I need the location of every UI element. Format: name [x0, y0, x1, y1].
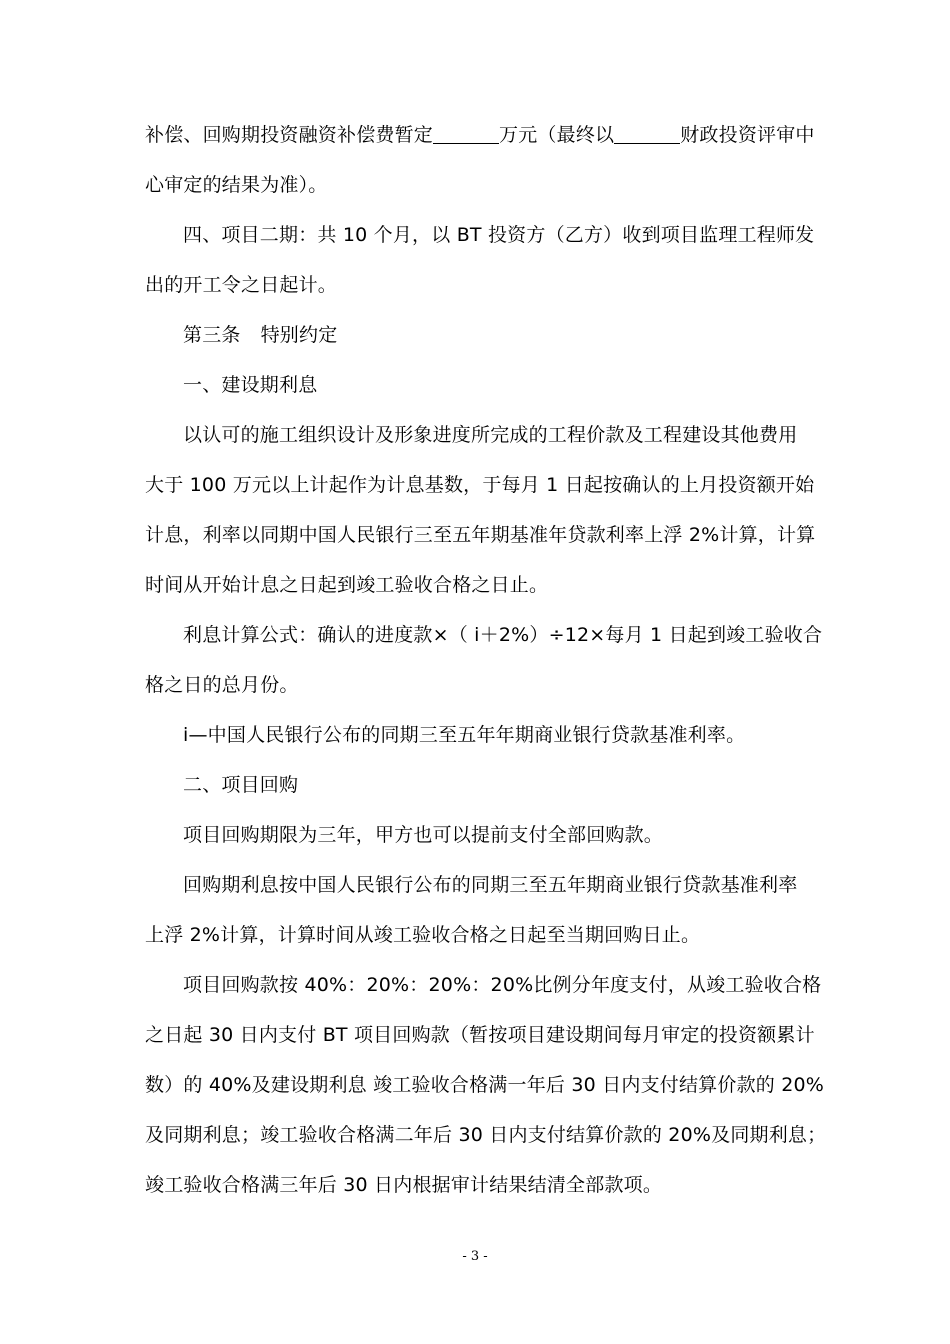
text-line: 上浮 2%计算，计算时间从竣工验收合格之日起至当期回购日止。: [145, 924, 701, 946]
blank-underline: [433, 125, 499, 144]
section-heading: 一、建设期利息: [183, 374, 318, 396]
text-line: 出的开工令之日起计。: [145, 274, 338, 296]
text-line: 计息，利率以同期中国人民银行三至五年期基准年贷款利率上浮 2%计算，计算: [145, 524, 816, 546]
page-number: - 3 -: [462, 1249, 488, 1264]
text-line: 数）的 40%及建设期利息 竣工验收合格满一年后 30 日内支付结算价款的 20%: [145, 1074, 825, 1096]
text-line: 回购期利息按中国人民银行公布的同期三至五年期商业银行贷款基准利率: [183, 874, 798, 896]
article-heading: [183, 322, 337, 348]
text-line: 格之日的总月份。: [145, 674, 299, 696]
text-line: 之日起 30 日内支付 BT 项目回购款（暂按项目建设期间每月审定的投资额累计: [145, 1024, 815, 1046]
text-line: 项目回购期限为三年，甲方也可以提前支付全部回购款。: [183, 824, 664, 846]
text-line: 以认可的施工组织设计及形象进度所完成的工程价款及工程建设其他费用: [183, 424, 798, 446]
text-segment: 万元（最终以: [499, 124, 615, 146]
text-line: 四、项目二期：共 10 个月，以 BT 投资方（乙方）收到项目监理工程师发: [183, 224, 815, 246]
text-line: 及同期利息；竣工验收合格满二年后 30 日内支付结算价款的 20%及同期利息；: [145, 1124, 827, 1146]
article-title: 特别约定: [260, 324, 338, 346]
text-line: 大于 100 万元以上计起作为计息基数，于每月 1 日起按确认的上月投资额开始: [145, 474, 815, 496]
text-segment: 财政投资评审中: [680, 124, 815, 146]
text-line: 项目回购款按 40%：20%：20%：20%比例分年度支付，从竣工验收合格: [183, 974, 822, 996]
text-line: 心审定的结果为准）。: [145, 174, 328, 196]
section-heading: 二、项目回购: [183, 774, 299, 796]
text-segment: 补偿、回购期投资融资补偿费暂定: [145, 124, 434, 146]
text-line: 竣工验收合格满三年后 30 日内根据审计结果结清全部款项。: [145, 1174, 663, 1196]
blank-underline: [614, 125, 680, 144]
text-line: i—中国人民银行公布的同期三至五年年期商业银行贷款基准利率。: [183, 724, 746, 746]
text-line: 利息计算公式：确认的进度款×（ i＋2%）÷12×每月 1 日起到竣工验收合: [183, 624, 823, 646]
text-line: 时间从开始计息之日起到竣工验收合格之日止。: [145, 574, 549, 596]
article-number: 第三条: [183, 324, 241, 346]
text-line: [145, 122, 815, 148]
